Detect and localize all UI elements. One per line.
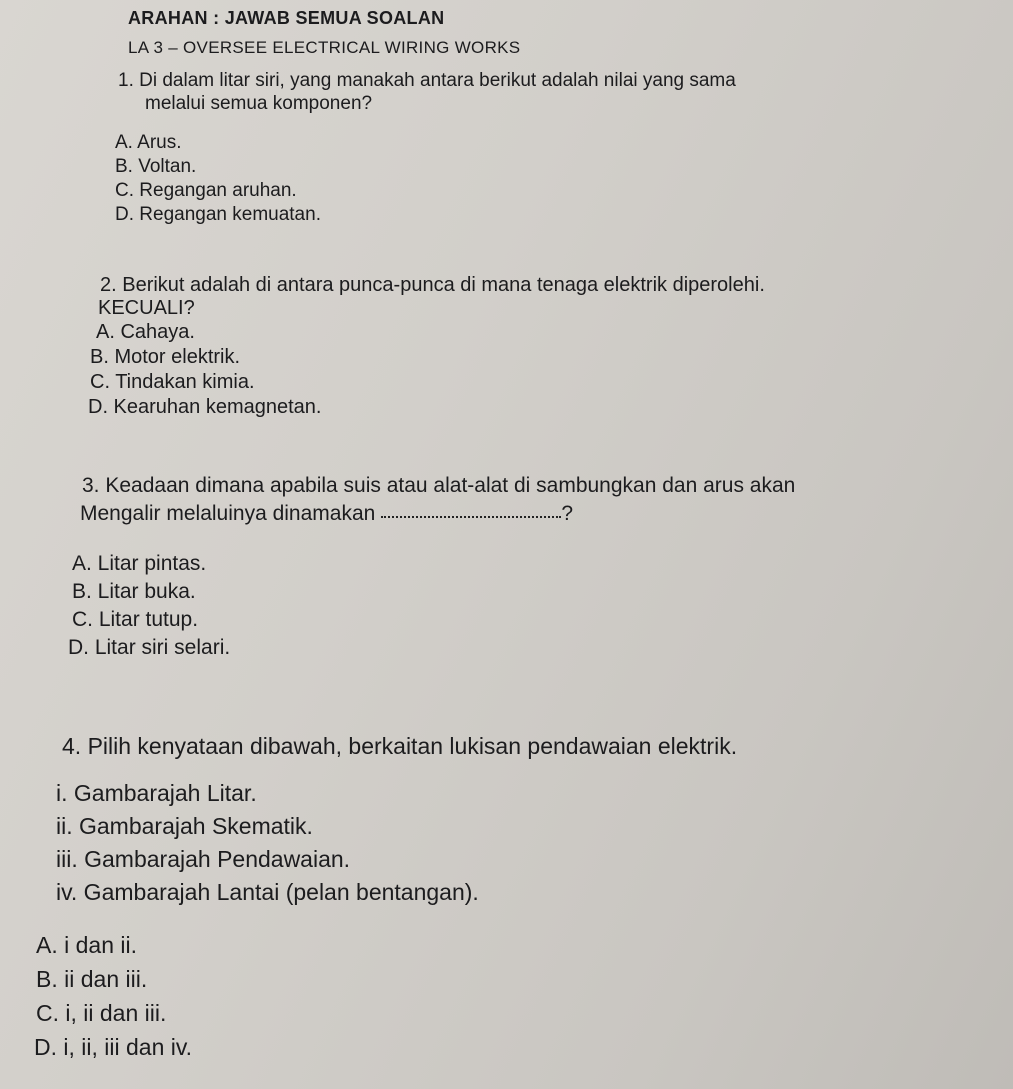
question-2-text-line-1: 2. Berikut adalah di antara punca-punca di mana tenaga elektrik diperolehi.: [100, 274, 765, 296]
question-3-text-line-2: [80, 502, 573, 526]
question-2-text-line-2: KECUALI?: [98, 297, 195, 319]
question-4-statement-ii: ii. Gambarajah Skematik.: [56, 813, 313, 839]
question-1-option-a[interactable]: A. Arus.: [115, 132, 182, 153]
answer-blank[interactable]: [381, 516, 561, 518]
question-2-option-c[interactable]: C. Tindakan kimia.: [90, 371, 255, 393]
question-3-option-a[interactable]: A. Litar pintas.: [72, 552, 207, 575]
question-4-option-a[interactable]: A. i dan ii.: [36, 932, 137, 958]
question-3-option-c[interactable]: C. Litar tutup.: [72, 608, 199, 631]
module-title: LA 3 – OVERSEE ELECTRICAL WIRING WORKS: [128, 38, 521, 57]
question-4-statement-iii: iii. Gambarajah Pendawaian.: [56, 846, 351, 872]
question-2-option-a[interactable]: A. Cahaya.: [96, 321, 195, 343]
question-3-option-d[interactable]: D. Litar siri selari.: [68, 636, 231, 659]
question-4-option-c[interactable]: C. i, ii dan iii.: [36, 1000, 167, 1026]
question-2-option-b[interactable]: B. Motor elektrik.: [90, 346, 241, 368]
question-2-option-d[interactable]: D. Kearuhan kemagnetan.: [88, 396, 322, 418]
question-1-option-c[interactable]: C. Regangan aruhan.: [115, 180, 297, 201]
question-4-option-b[interactable]: B. ii dan iii.: [36, 966, 148, 992]
question-3-option-b[interactable]: B. Litar buka.: [72, 580, 196, 603]
question-1-option-b[interactable]: B. Voltan.: [115, 156, 197, 177]
question-4-statement-i: i. Gambarajah Litar.: [56, 780, 257, 806]
question-4-statement-iv: iv. Gambarajah Lantai (pelan bentangan).: [56, 879, 479, 905]
question-3-text-line-1: 3. Keadaan dimana apabila suis atau alat-alat di sambungkan dan arus akan: [82, 474, 796, 497]
question-1-text-line-2: melalui semua komponen?: [145, 93, 373, 114]
question-1-text-line-1: 1. Di dalam litar siri, yang manakah antara berikut adalah nilai yang sama: [118, 70, 736, 91]
question-4-option-d[interactable]: D. i, ii, iii dan iv.: [34, 1034, 193, 1060]
question-4-text-line-1: 4. Pilih kenyataan dibawah, berkaitan lukisan pendawaian elektrik.: [62, 733, 738, 759]
question-3-suffix: ?: [561, 502, 574, 525]
question-1-option-d[interactable]: D. Regangan kemuatan.: [115, 204, 321, 225]
question-3-text-line-2-content: Mengalir melaluinya dinamakan: [80, 502, 376, 525]
instruction-heading: ARAHAN : JAWAB SEMUA SOALAN: [128, 8, 445, 28]
